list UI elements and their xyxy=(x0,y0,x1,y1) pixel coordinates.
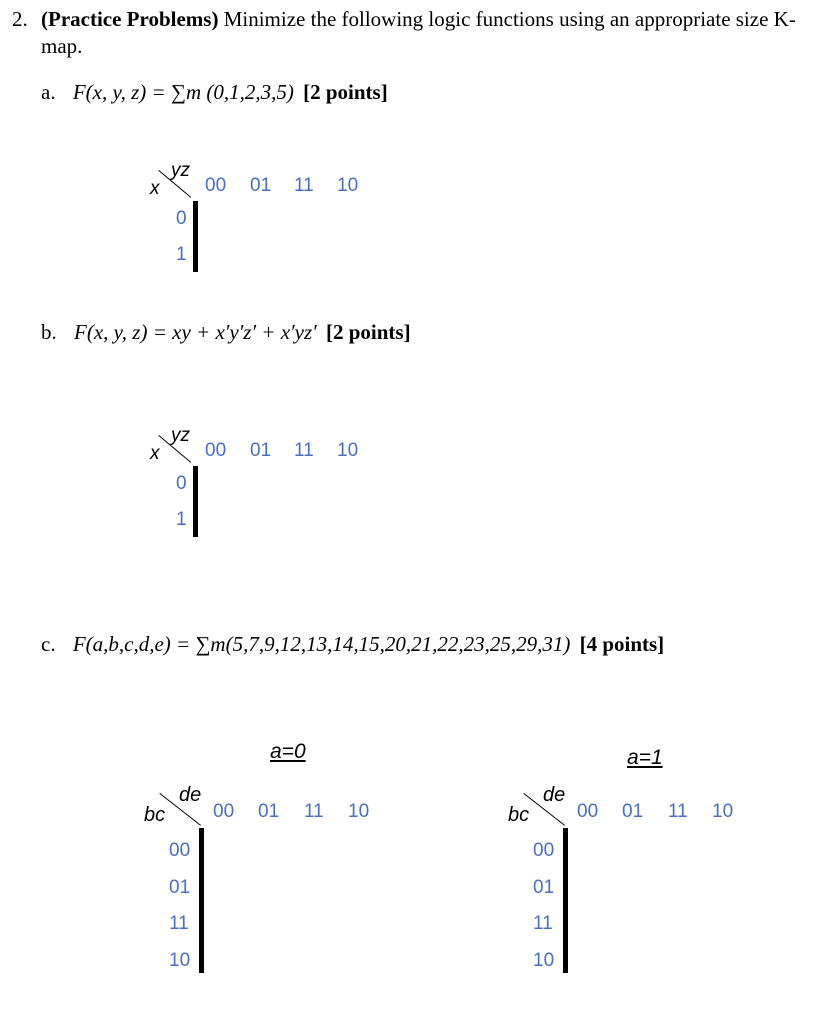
kmap-a-col-header: 01 xyxy=(250,175,272,196)
part-b-heading xyxy=(41,320,411,345)
part-c-label: c. xyxy=(41,632,56,656)
problem-number: 2. xyxy=(12,7,28,31)
kmap-c1-row-header: 00 xyxy=(533,840,555,861)
part-c-expression: F(a,b,c,d,e) = ∑m(5,7,9,12,13,14,15,20,21,22,23,25,29,31) xyxy=(72,632,571,656)
kmap-c1-row-header: 01 xyxy=(533,877,555,898)
kmap-b-col-var: yz xyxy=(171,425,190,446)
kmap-c1-grid xyxy=(563,828,568,973)
kmap-b-row-var: x xyxy=(150,443,160,464)
kmap-c1-col-header: 01 xyxy=(622,801,644,822)
kmap-cell[interactable] xyxy=(203,865,204,901)
kmap-a-col-var: yz xyxy=(171,160,190,181)
kmap-cell[interactable] xyxy=(197,467,198,502)
kmap-b-row-header: 1 xyxy=(176,509,187,530)
kmap-c1-col-header: 11 xyxy=(668,801,688,822)
part-b-label: b. xyxy=(41,320,57,344)
kmap-c1-col-var: de xyxy=(543,784,566,806)
kmap-c0-col-header: 01 xyxy=(258,801,280,822)
kmap-cell[interactable] xyxy=(197,202,198,237)
problem-statement xyxy=(12,6,812,33)
kmap-c0-col-var: de xyxy=(179,784,202,806)
kmap-a-row-var: x xyxy=(150,178,160,199)
kmap-cell[interactable] xyxy=(567,937,568,973)
kmap-b-col-header: 11 xyxy=(294,440,314,461)
kmap-c1-title: a=1 xyxy=(627,746,663,769)
kmap-cell[interactable] xyxy=(567,829,568,865)
kmap-cell[interactable] xyxy=(197,502,198,537)
kmap-c0-grid xyxy=(199,828,204,973)
problem-bold-label: (Practice Problems) xyxy=(41,7,219,31)
kmap-cell[interactable] xyxy=(567,901,568,937)
part-b-points: [2 points] xyxy=(325,320,411,344)
kmap-c0-row-header: 10 xyxy=(169,950,191,971)
kmap-c1-row-var: bc xyxy=(508,804,530,826)
kmap-cell[interactable] xyxy=(567,865,568,901)
part-c-heading xyxy=(41,632,664,657)
kmap-cell[interactable] xyxy=(203,829,204,865)
kmap-c0-row-header: 00 xyxy=(169,840,191,861)
kmap-c0-title: a=0 xyxy=(270,740,306,763)
kmap-a-row-header: 1 xyxy=(176,244,187,265)
kmap-c0-col-header: 10 xyxy=(348,801,370,822)
part-a-expression: F(x, y, z) = ∑m (0,1,2,3,5) xyxy=(72,80,294,104)
kmap-b-row-header: 0 xyxy=(176,473,187,494)
kmap-c1-row-header: 10 xyxy=(533,950,555,971)
kmap-a-col-header: 00 xyxy=(205,175,227,196)
problem-text-line1: Minimize the following logic functions using an appropriate size K- xyxy=(218,7,796,31)
kmap-b-col-header: 10 xyxy=(337,440,359,461)
kmap-a-row-header: 0 xyxy=(176,208,187,229)
kmap-c0-row-header: 11 xyxy=(169,913,189,934)
part-c-points: [4 points] xyxy=(579,632,665,656)
part-a-heading xyxy=(41,80,388,105)
kmap-a-col-header: 10 xyxy=(337,175,359,196)
kmap-c1-col-header: 10 xyxy=(712,801,734,822)
kmap-c0-col-header: 00 xyxy=(213,801,235,822)
kmap-c1-row-header: 11 xyxy=(533,913,553,934)
kmap-b-col-header: 00 xyxy=(205,440,227,461)
kmap-c0-col-header: 11 xyxy=(304,801,324,822)
kmap-cell[interactable] xyxy=(203,937,204,973)
part-a-label: a. xyxy=(41,80,56,104)
kmap-b-grid xyxy=(193,466,198,537)
kmap-cell[interactable] xyxy=(203,901,204,937)
problem-text-line2: map. xyxy=(41,34,83,58)
kmap-a-col-header: 11 xyxy=(294,175,314,196)
part-b-expression: F(x, y, z) = xy + x′y′z′ + x′yz′ xyxy=(74,320,317,344)
part-a-points: [2 points] xyxy=(303,80,388,104)
kmap-c0-row-header: 01 xyxy=(169,877,191,898)
kmap-c1-col-header: 00 xyxy=(577,801,599,822)
kmap-c0-row-var: bc xyxy=(144,804,166,826)
kmap-a-grid xyxy=(193,201,198,272)
kmap-b-col-header: 01 xyxy=(250,440,272,461)
kmap-cell[interactable] xyxy=(197,237,198,272)
